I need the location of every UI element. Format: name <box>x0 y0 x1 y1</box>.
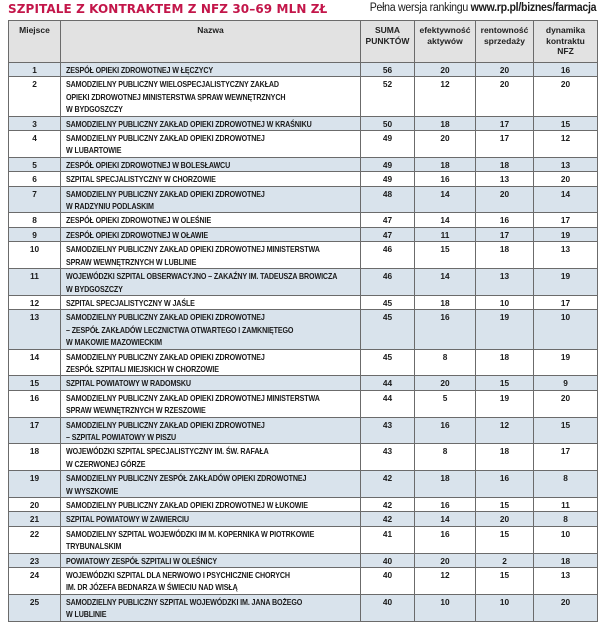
table-row <box>9 444 598 471</box>
name-line: W LUBLINIE <box>66 609 107 620</box>
nfz-contract-dynamics-cell: 16 <box>534 63 598 77</box>
sales-profitability-cell: 17 <box>476 227 534 241</box>
rank-cell: 25 <box>9 594 61 621</box>
sales-profitability-cell: 20 <box>476 186 534 213</box>
name-line: SAMODZIELNY PUBLICZNY ZAKŁAD OPIEKI ZDROWOTNEJ MINISTERSTWA <box>66 392 320 403</box>
sales-profitability-cell: 15 <box>476 568 534 595</box>
rank-cell: 17 <box>9 417 61 444</box>
table-row <box>9 227 598 241</box>
sales-profitability-cell: 2 <box>476 553 534 567</box>
table-row <box>9 471 598 498</box>
name-cell <box>61 553 361 567</box>
sales-profitability-cell: 15 <box>476 526 534 553</box>
rank-cell: 20 <box>9 498 61 512</box>
nfz-contract-dynamics-cell: 13 <box>534 242 598 269</box>
sales-profitability-cell: 10 <box>476 594 534 621</box>
name-line: SAMODZIELNY PUBLICZNY ZAKŁAD OPIEKI ZDROWOTNEJ <box>66 188 265 199</box>
rank-cell: 9 <box>9 227 61 241</box>
header-line: sprzedaży <box>483 35 526 46</box>
nfz-contract-dynamics-cell: 20 <box>534 390 598 417</box>
total-points-cell: 49 <box>361 131 415 158</box>
rank-cell: 8 <box>9 213 61 227</box>
name-cell <box>61 471 361 498</box>
table-body <box>9 63 598 622</box>
total-points-cell: 42 <box>361 471 415 498</box>
table-row <box>9 242 598 269</box>
name-line: SZPITAL POWIATOWY W RADOMSKU <box>66 378 191 389</box>
rank-cell: 7 <box>9 186 61 213</box>
sales-profitability-cell: 20 <box>476 63 534 77</box>
total-points-cell: 46 <box>361 242 415 269</box>
nfz-contract-dynamics-cell: 14 <box>534 186 598 213</box>
name-line: SAMODZIELNY PUBLICZNY ZAKŁAD OPIEKI ZDROWOTNEJ <box>66 312 265 323</box>
name-line: W WYSZKOWIE <box>66 485 119 496</box>
name-cell <box>61 310 361 349</box>
column-header-name: Nazwa <box>61 21 361 63</box>
asset-efficiency-cell: 14 <box>415 213 476 227</box>
name-line: ZESPÓŁ OPIEKI ZDROWOTNEJ W BOLESŁAWCU <box>66 159 231 170</box>
table-row <box>9 77 598 116</box>
name-line: W RADZYNIU PODLASKIM <box>66 201 154 212</box>
name-line: ZESPÓŁ OPIEKI ZDROWOTNEJ W OLEŚNIE <box>66 215 212 226</box>
rank-cell: 1 <box>9 63 61 77</box>
nfz-contract-dynamics-cell: 15 <box>534 417 598 444</box>
sales-profitability-cell: 20 <box>476 512 534 526</box>
asset-efficiency-cell: 16 <box>415 310 476 349</box>
asset-efficiency-cell: 14 <box>415 269 476 296</box>
table-row <box>9 116 598 130</box>
total-points-cell: 43 <box>361 417 415 444</box>
page-title: SZPITALE Z KONTRAKTEM Z NFZ 30–69 MLN ZŁ <box>8 2 328 16</box>
rank-cell: 6 <box>9 172 61 186</box>
table-row <box>9 553 598 567</box>
name-line: W MAKOWIE MAZOWIECKIM <box>66 337 162 348</box>
sales-profitability-cell: 15 <box>476 376 534 390</box>
total-points-cell: 50 <box>361 116 415 130</box>
sales-profitability-cell: 12 <box>476 417 534 444</box>
asset-efficiency-cell: 16 <box>415 498 476 512</box>
name-line: SAMODZIELNY PUBLICZNY ZESPÓŁ ZAKŁADÓW OPIEKI ZDROWOTNEJ <box>66 473 307 484</box>
asset-efficiency-cell: 18 <box>415 116 476 130</box>
name-line: SAMODZIELNY PUBLICZNY ZAKŁAD OPIEKI ZDROWOTNEJ <box>66 419 265 430</box>
header-line: rentowność <box>480 25 529 35</box>
table-row <box>9 157 598 171</box>
nfz-contract-dynamics-cell: 19 <box>534 227 598 241</box>
name-cell <box>61 77 361 116</box>
nfz-contract-dynamics-cell: 20 <box>534 77 598 116</box>
table-row <box>9 498 598 512</box>
total-points-cell: 45 <box>361 295 415 309</box>
sales-profitability-cell: 10 <box>476 295 534 309</box>
table-row <box>9 594 598 621</box>
table-row <box>9 390 598 417</box>
rank-cell: 13 <box>9 310 61 349</box>
name-line: WOJEWÓDZKI SZPITAL DLA NERWOWO I PSYCHICZNIE CHORYCH <box>66 570 290 581</box>
sales-profitability-cell: 15 <box>476 498 534 512</box>
nfz-contract-dynamics-cell: 17 <box>534 213 598 227</box>
asset-efficiency-cell: 5 <box>415 390 476 417</box>
name-cell <box>61 594 361 621</box>
name-cell <box>61 444 361 471</box>
name-cell <box>61 269 361 296</box>
rank-cell: 16 <box>9 390 61 417</box>
name-line: – ZESPÓŁ ZAKŁADÓW LECZNICTWA OTWARTEGO I ZAMKNIĘTEGO <box>66 324 294 335</box>
rank-cell: 3 <box>9 116 61 130</box>
name-line: SPRAW WEWNĘTRZNYCH W RZESZOWIE <box>66 405 206 416</box>
column-header-asset-efficiency <box>415 21 476 63</box>
table-row <box>9 526 598 553</box>
sales-profitability-cell: 16 <box>476 213 534 227</box>
full-version-text: Pełna wersja rankingu <box>369 2 471 14</box>
header-line: dynamika <box>545 25 586 35</box>
column-header-sales-profitability <box>476 21 534 63</box>
name-cell <box>61 526 361 553</box>
asset-efficiency-cell: 20 <box>415 63 476 77</box>
sales-profitability-cell: 17 <box>476 116 534 130</box>
nfz-contract-dynamics-cell: 8 <box>534 512 598 526</box>
nfz-contract-dynamics-cell: 11 <box>534 498 598 512</box>
name-cell <box>61 116 361 130</box>
asset-efficiency-cell: 12 <box>415 568 476 595</box>
name-line: ZESPÓŁ SZPITALI MIEJSKICH W CHORZOWIE <box>66 363 219 374</box>
name-line: W LUBARTOWIE <box>66 145 122 156</box>
name-line: SAMODZIELNY PUBLICZNY ZAKŁAD OPIEKI ZDROWOTNEJ <box>66 351 265 362</box>
asset-efficiency-cell: 14 <box>415 186 476 213</box>
asset-efficiency-cell: 18 <box>415 471 476 498</box>
name-cell <box>61 186 361 213</box>
total-points-cell: 43 <box>361 444 415 471</box>
table-row <box>9 310 598 349</box>
name-line: W BYDGOSZCZY <box>66 104 123 115</box>
table-row <box>9 131 598 158</box>
total-points-cell: 48 <box>361 186 415 213</box>
rank-cell: 15 <box>9 376 61 390</box>
asset-efficiency-cell: 8 <box>415 444 476 471</box>
header-line: kontraktu <box>546 35 585 46</box>
table-row <box>9 186 598 213</box>
sales-profitability-cell: 19 <box>476 310 534 349</box>
header-line: efektywność <box>419 25 471 35</box>
name-cell <box>61 417 361 444</box>
total-points-cell: 40 <box>361 568 415 595</box>
sales-profitability-cell: 18 <box>476 444 534 471</box>
nfz-contract-dynamics-cell: 12 <box>534 131 598 158</box>
ranking-table <box>8 20 598 622</box>
name-line: SAMODZIELNY PUBLICZNY SZPITAL WOJEWÓDZKI IM. JANA BOŻEGO <box>66 596 303 607</box>
sales-profitability-cell: 18 <box>476 349 534 376</box>
asset-efficiency-cell: 16 <box>415 526 476 553</box>
asset-efficiency-cell: 20 <box>415 376 476 390</box>
total-points-cell: 40 <box>361 594 415 621</box>
asset-efficiency-cell: 8 <box>415 349 476 376</box>
asset-efficiency-cell: 20 <box>415 131 476 158</box>
table-row <box>9 269 598 296</box>
table-row <box>9 417 598 444</box>
name-cell <box>61 376 361 390</box>
sales-profitability-cell: 20 <box>476 77 534 116</box>
nfz-contract-dynamics-cell: 15 <box>534 116 598 130</box>
asset-efficiency-cell: 11 <box>415 227 476 241</box>
asset-efficiency-cell: 18 <box>415 157 476 171</box>
nfz-contract-dynamics-cell: 20 <box>534 594 598 621</box>
total-points-cell: 52 <box>361 77 415 116</box>
rank-cell: 18 <box>9 444 61 471</box>
sales-profitability-cell: 13 <box>476 269 534 296</box>
rank-cell: 10 <box>9 242 61 269</box>
rank-cell: 21 <box>9 512 61 526</box>
nfz-contract-dynamics-cell: 19 <box>534 349 598 376</box>
name-cell <box>61 63 361 77</box>
name-cell <box>61 242 361 269</box>
name-line: POWIATOWY ZESPÓŁ SZPITALI W OLEŚNICY <box>66 555 218 566</box>
total-points-cell: 45 <box>361 349 415 376</box>
rank-cell: 24 <box>9 568 61 595</box>
sales-profitability-cell: 13 <box>476 172 534 186</box>
nfz-contract-dynamics-cell: 10 <box>534 310 598 349</box>
column-header-total-points <box>361 21 415 63</box>
full-version-note <box>369 2 596 14</box>
nfz-contract-dynamics-cell: 10 <box>534 526 598 553</box>
name-line: SZPITAL SPECJALISTYCZNY W CHORZOWIE <box>66 174 216 185</box>
full-version-link[interactable]: www.rp.pl/biznes/farmacja <box>470 2 596 14</box>
name-cell <box>61 568 361 595</box>
table-header-row <box>9 21 598 63</box>
name-line: ZESPÓŁ OPIEKI ZDROWOTNEJ W ŁĘCZYCY <box>66 65 214 75</box>
rank-cell: 14 <box>9 349 61 376</box>
total-points-cell: 44 <box>361 390 415 417</box>
name-cell <box>61 512 361 526</box>
rank-cell: 19 <box>9 471 61 498</box>
rank-cell: 2 <box>9 77 61 116</box>
asset-efficiency-cell: 18 <box>415 295 476 309</box>
asset-efficiency-cell: 16 <box>415 417 476 444</box>
name-cell <box>61 295 361 309</box>
header-line: PUNKTÓW <box>365 35 410 46</box>
nfz-contract-dynamics-cell: 8 <box>534 471 598 498</box>
table-row <box>9 295 598 309</box>
name-line: TRYBUNALSKIM <box>66 541 122 552</box>
name-cell <box>61 349 361 376</box>
asset-efficiency-cell: 10 <box>415 594 476 621</box>
name-line: ZESPÓŁ OPIEKI ZDROWOTNEJ W OŁAWIE <box>66 229 209 240</box>
rank-cell: 4 <box>9 131 61 158</box>
total-points-cell: 47 <box>361 227 415 241</box>
column-header-nfz-contract-dynamics <box>534 21 598 63</box>
table-row <box>9 63 598 77</box>
total-points-cell: 49 <box>361 157 415 171</box>
total-points-cell: 44 <box>361 376 415 390</box>
sales-profitability-cell: 18 <box>476 157 534 171</box>
total-points-cell: 56 <box>361 63 415 77</box>
name-line: SAMODZIELNY PUBLICZNY ZAKŁAD OPIEKI ZDROWOTNEJ W KRAŚNIKU <box>66 118 312 129</box>
name-line: SAMODZIELNY PUBLICZNY WIELOSPECJALISTYCZNY ZAKŁAD <box>66 79 279 90</box>
column-header-rank: Miejsce <box>9 21 61 63</box>
rank-cell: 12 <box>9 295 61 309</box>
sales-profitability-cell: 19 <box>476 390 534 417</box>
header-line: aktywów <box>427 35 463 46</box>
name-line: SAMODZIELNY SZPITAL WOJEWÓDZKI IM M. KOPERNIKA W PIOTRKOWIE <box>66 528 315 539</box>
nfz-contract-dynamics-cell: 17 <box>534 444 598 471</box>
name-line: IM. DR JÓZEFA BEDNARZA W ŚWIECIU NAD WISŁĄ <box>66 582 238 593</box>
table-row <box>9 349 598 376</box>
name-cell <box>61 131 361 158</box>
name-line: SAMODZIELNY PUBLICZNY ZAKŁAD OPIEKI ZDROWOTNEJ <box>66 133 265 144</box>
name-cell <box>61 390 361 417</box>
name-line: SAMODZIELNY PUBLICZNY ZAKŁAD OPIEKI ZDROWOTNEJ MINISTERSTWA <box>66 244 320 255</box>
asset-efficiency-cell: 16 <box>415 172 476 186</box>
rank-cell: 22 <box>9 526 61 553</box>
name-cell <box>61 227 361 241</box>
asset-efficiency-cell: 12 <box>415 77 476 116</box>
total-points-cell: 42 <box>361 498 415 512</box>
nfz-contract-dynamics-cell: 18 <box>534 553 598 567</box>
sales-profitability-cell: 16 <box>476 471 534 498</box>
total-points-cell: 42 <box>361 512 415 526</box>
header-line: SUMA <box>374 25 401 35</box>
nfz-contract-dynamics-cell: 9 <box>534 376 598 390</box>
rank-cell: 11 <box>9 269 61 296</box>
total-points-cell: 49 <box>361 172 415 186</box>
nfz-contract-dynamics-cell: 13 <box>534 157 598 171</box>
table-row <box>9 568 598 595</box>
asset-efficiency-cell: 14 <box>415 512 476 526</box>
total-points-cell: 46 <box>361 269 415 296</box>
name-line: – SZPITAL POWIATOWY W PISZU <box>66 431 177 442</box>
total-points-cell: 47 <box>361 213 415 227</box>
sales-profitability-cell: 17 <box>476 131 534 158</box>
name-line: SAMODZIELNY PUBLICZNY ZAKŁAD OPIEKI ZDROWOTNEJ W ŁUKOWIE <box>66 500 308 510</box>
nfz-contract-dynamics-cell: 20 <box>534 172 598 186</box>
nfz-contract-dynamics-cell: 19 <box>534 269 598 296</box>
nfz-contract-dynamics-cell: 13 <box>534 568 598 595</box>
total-points-cell: 41 <box>361 526 415 553</box>
name-cell <box>61 498 361 512</box>
name-line: SPRAW WEWNĘTRZNYCH W LUBLINIE <box>66 256 197 267</box>
rank-cell: 5 <box>9 157 61 171</box>
name-line: W CZERWONEJ GÓRZE <box>66 458 146 469</box>
name-cell <box>61 213 361 227</box>
asset-efficiency-cell: 20 <box>415 553 476 567</box>
table-row <box>9 376 598 390</box>
name-line: OPIEKI ZDROWOTNEJ MINISTERSTWA SPRAW WEWNĘTRZNYCH <box>66 91 286 102</box>
total-points-cell: 40 <box>361 553 415 567</box>
name-line: SZPITAL POWIATOWY W ZAWIERCIU <box>66 514 189 525</box>
name-line: WOJEWÓDZKI SZPITAL OBSERWACYJNO – ZAKAŹNY IM. TADEUSZA BROWICZA <box>66 271 338 282</box>
asset-efficiency-cell: 15 <box>415 242 476 269</box>
table-row <box>9 213 598 227</box>
total-points-cell: 45 <box>361 310 415 349</box>
name-cell <box>61 157 361 171</box>
name-line: W BYDGOSZCZY <box>66 283 123 294</box>
header-line: NFZ <box>557 46 574 56</box>
nfz-contract-dynamics-cell: 17 <box>534 295 598 309</box>
sales-profitability-cell: 18 <box>476 242 534 269</box>
name-line: WOJEWÓDZKI SZPITAL SPECJALISTYCZNY IM. ŚW. RAFAŁA <box>66 446 269 457</box>
rank-cell: 23 <box>9 553 61 567</box>
name-line: SZPITAL SPECJALISTYCZNY W JAŚLE <box>66 297 195 308</box>
table-row <box>9 172 598 186</box>
name-cell <box>61 172 361 186</box>
table-row <box>9 512 598 526</box>
